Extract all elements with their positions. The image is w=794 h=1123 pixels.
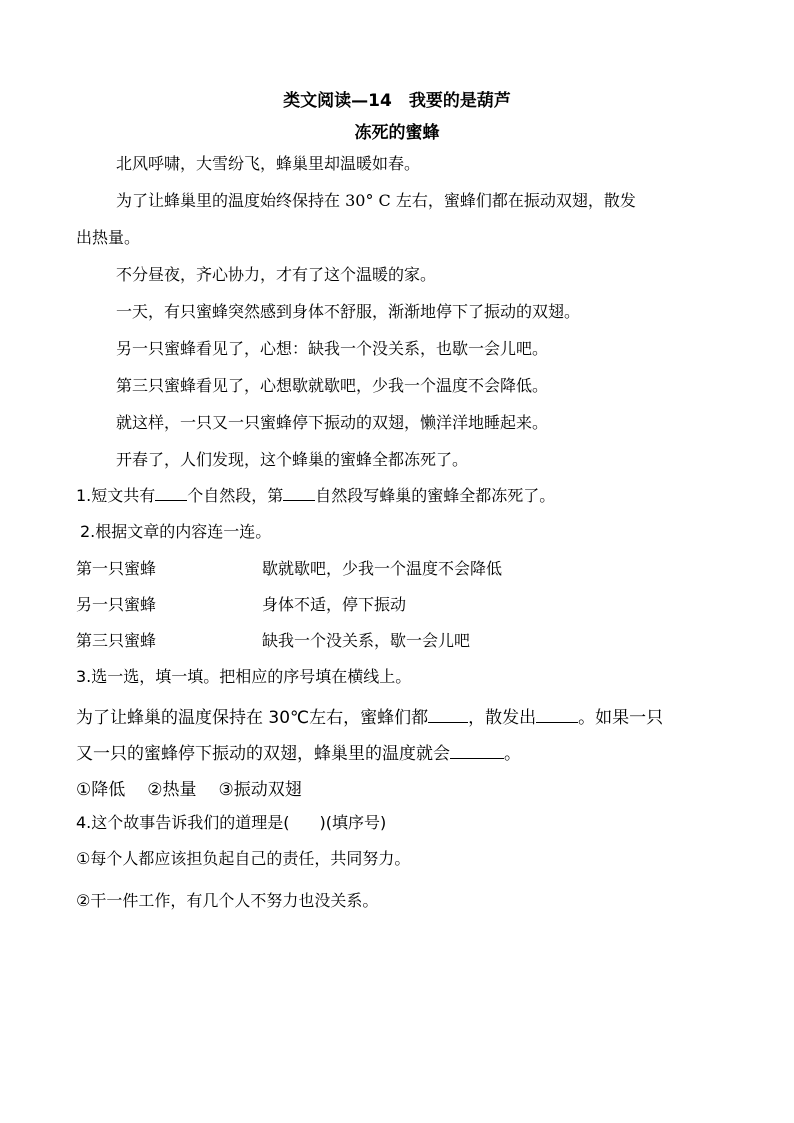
action-blank[interactable] (428, 706, 468, 723)
option-1: ①降低 (76, 780, 126, 800)
option-3: ③振动双翅 (218, 780, 302, 800)
match-left-item[interactable]: 另一只蜜蜂 (76, 595, 157, 614)
question-2-prompt: 2.根据文章的内容连一连。 (80, 522, 272, 541)
question-4-prompt (76, 810, 726, 833)
question-3-line-2 (76, 739, 726, 764)
passage-paragraph-continued: 出热量。 (76, 228, 141, 247)
question-4-choice: ①每个人都应该担负起自己的责任，共同努力。 (76, 849, 411, 868)
question-3-text-d: 又一只的蜜蜂停下振动的双翅，蜂巢里的温度就会 (76, 744, 450, 764)
question-4-text-b: )(填序号) (319, 813, 387, 832)
match-right-item[interactable]: 身体不适，停下振动 (262, 595, 407, 614)
match-right-item[interactable]: 缺我一个没关系，歇一会儿吧 (262, 631, 471, 650)
question-3-line-1 (76, 703, 726, 728)
passage-paragraph: 另一只蜜蜂看见了，心想：缺我一个没关系，也歇一会儿吧。 (116, 339, 549, 358)
paragraph-count-blank[interactable] (155, 484, 187, 501)
question-3-options (76, 775, 726, 800)
question-1-text-b: 个自然段，第 (187, 486, 284, 505)
page-title: 类文阅读—14 我要的是葫芦 (283, 91, 511, 111)
question-3-text-b: ，散发出 (468, 708, 537, 728)
match-left-item[interactable]: 第三只蜜蜂 (76, 631, 157, 650)
passage-paragraph: 一天，有只蜜蜂突然感到身体不舒服，渐渐地停下了振动的双翅。 (116, 302, 581, 321)
emission-blank[interactable] (536, 706, 578, 723)
question-4-choice: ②干一件工作，有几个人不努力也没关系。 (76, 891, 379, 910)
story-title: 冻死的蜜蜂 (354, 123, 440, 143)
question-1 (76, 483, 726, 506)
passage-paragraph: 北风呼啸，大雪纷飞，蜂巢里却温暖如春。 (116, 154, 421, 173)
match-left-item[interactable]: 第一只蜜蜂 (76, 559, 157, 578)
question-3-prompt: 3.选一选，填一填。把相应的序号填在横线上。 (76, 667, 412, 686)
passage-paragraph: 第三只蜜蜂看见了，心想歇就歇吧，少我一个温度不会降低。 (116, 376, 549, 395)
question-1-text-a: 1.短文共有 (76, 486, 156, 505)
passage-paragraph: 开春了，人们发现，这个蜂巢的蜜蜂全都冻死了。 (116, 450, 469, 469)
passage-paragraph: 就这样，一只又一只蜜蜂停下振动的双翅，懒洋洋地睡起来。 (116, 413, 549, 432)
paragraph-number-blank[interactable] (283, 484, 315, 501)
passage-paragraph: 不分昼夜，齐心协力，才有了这个温暖的家。 (116, 265, 437, 284)
temperature-blank[interactable] (450, 742, 504, 759)
question-4-text-a: 4.这个故事告诉我们的道理是( (76, 813, 290, 832)
passage-paragraph: 为了让蜂巢里的温度始终保持在 30° C 左右，蜜蜂们都在振动双翅，散发 (116, 191, 636, 210)
option-2: ②热量 (147, 780, 197, 800)
question-3-text-c: 。如果一只 (578, 708, 664, 728)
question-3-text-e: 。 (504, 744, 521, 764)
question-3-text-a: 为了让蜂巢的温度保持在 30℃左右，蜜蜂们都 (76, 708, 429, 728)
match-right-item[interactable]: 歇就歇吧，少我一个温度不会降低 (262, 559, 503, 578)
question-1-text-c: 自然段写蜂巢的蜜蜂全都冻死了。 (315, 486, 556, 505)
